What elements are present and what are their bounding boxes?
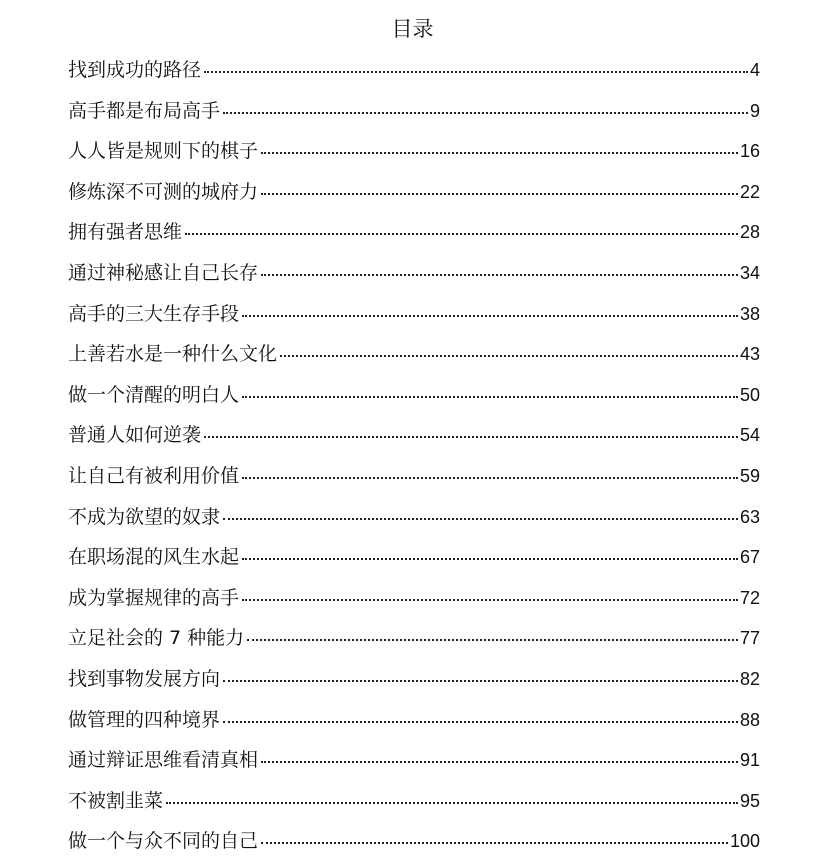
toc-entry[interactable]: [68, 664, 760, 705]
dot-leader: [242, 315, 738, 317]
dot-leader: [204, 436, 738, 438]
toc-entry-page-number: 100: [729, 831, 760, 852]
toc-entry-title: 不被割韭菜: [68, 789, 164, 812]
dot-leader: [261, 761, 738, 763]
toc-entry-page-number: 59: [739, 465, 760, 486]
table-of-contents: [68, 55, 760, 867]
toc-entry[interactable]: [68, 745, 760, 786]
dot-leader: [242, 558, 738, 560]
toc-entry[interactable]: [68, 461, 760, 502]
toc-entry-page-number: 9: [749, 100, 760, 121]
dot-leader: [247, 639, 738, 641]
toc-entry-page-number: 38: [739, 303, 760, 324]
toc-entry-page-number: 16: [739, 141, 760, 162]
toc-entry[interactable]: [68, 542, 760, 583]
toc-entry-page-number: 34: [739, 262, 760, 283]
toc-entry-page-number: 63: [739, 506, 760, 527]
toc-entry[interactable]: [68, 258, 760, 299]
toc-heading: 目录: [391, 17, 434, 41]
toc-entry-title: 上善若水是一种什么文化: [68, 343, 278, 366]
toc-entry-page-number: 54: [739, 425, 760, 446]
toc-entry-title: 找到成功的路径: [68, 59, 202, 81]
toc-entry[interactable]: [68, 623, 760, 664]
toc-entry-page-number: 88: [739, 709, 760, 730]
toc-entry-title: 拥有强者思维: [68, 221, 183, 244]
toc-entry[interactable]: [68, 299, 760, 340]
toc-entry-page-number: 4: [749, 60, 760, 80]
toc-entry-title: 修炼深不可测的城府力: [68, 180, 259, 203]
toc-entry-title: 做管理的四种境界: [68, 708, 221, 731]
toc-entry-page-number: 28: [739, 222, 760, 243]
dot-leader: [223, 680, 738, 682]
dot-leader: [242, 599, 738, 601]
toc-entry[interactable]: [68, 502, 760, 543]
toc-entry-page-number: 72: [739, 587, 760, 608]
toc-entry-title: 在职场混的风生水起: [68, 546, 240, 569]
toc-entry[interactable]: [68, 177, 760, 218]
dot-leader: [280, 355, 738, 357]
toc-entry-title: 通过神秘感让自己长存: [68, 261, 259, 284]
toc-entry-title: 普通人如何逆袭: [68, 424, 202, 447]
dot-leader: [261, 152, 738, 154]
dot-leader: [223, 721, 738, 723]
toc-entry[interactable]: [68, 339, 760, 380]
dot-leader: [185, 233, 738, 235]
toc-entry[interactable]: [68, 420, 760, 461]
toc-entry[interactable]: [68, 55, 760, 96]
toc-entry-title: 做一个与众不同的自己: [68, 830, 259, 853]
toc-entry-title: 找到事物发展方向: [68, 667, 221, 690]
toc-entry-title: 做一个清醒的明白人: [68, 383, 240, 406]
toc-entry-title: 通过辩证思维看清真相: [68, 749, 259, 772]
toc-entry-title: 高手的三大生存手段: [68, 302, 240, 325]
dot-leader: [223, 112, 748, 114]
toc-entry[interactable]: [68, 786, 760, 827]
toc-entry[interactable]: [68, 217, 760, 258]
toc-entry[interactable]: [68, 380, 760, 421]
toc-entry-title: 高手都是布局高手: [68, 99, 221, 122]
toc-entry-title: 不成为欲望的奴隶: [68, 505, 221, 528]
dot-leader: [242, 477, 738, 479]
toc-entry-page-number: 91: [739, 750, 760, 771]
toc-entry[interactable]: [68, 583, 760, 624]
toc-entry-title: 人人皆是规则下的棋子: [68, 140, 259, 163]
dot-leader: [223, 518, 738, 520]
dot-leader: [261, 842, 728, 844]
dot-leader: [261, 274, 738, 276]
toc-entry[interactable]: [68, 826, 760, 867]
toc-entry[interactable]: [68, 96, 760, 137]
toc-entry-page-number: 50: [739, 384, 760, 405]
dot-leader: [261, 193, 738, 195]
dot-leader: [204, 71, 748, 73]
toc-entry-page-number: 67: [739, 547, 760, 568]
toc-entry-page-number: 82: [739, 668, 760, 689]
dot-leader: [242, 396, 738, 398]
toc-entry[interactable]: [68, 705, 760, 746]
toc-entry-title: 让自己有被利用价值: [68, 464, 240, 487]
dot-leader: [166, 802, 738, 804]
toc-entry-title: 立足社会的 7 种能力: [68, 627, 245, 650]
toc-entry-page-number: 95: [739, 790, 760, 811]
toc-entry-title: 成为掌握规律的高手: [68, 586, 240, 609]
toc-entry[interactable]: [68, 136, 760, 177]
toc-entry-page-number: 22: [739, 181, 760, 202]
toc-entry-page-number: 77: [739, 628, 760, 649]
toc-entry-page-number: 43: [739, 344, 760, 365]
